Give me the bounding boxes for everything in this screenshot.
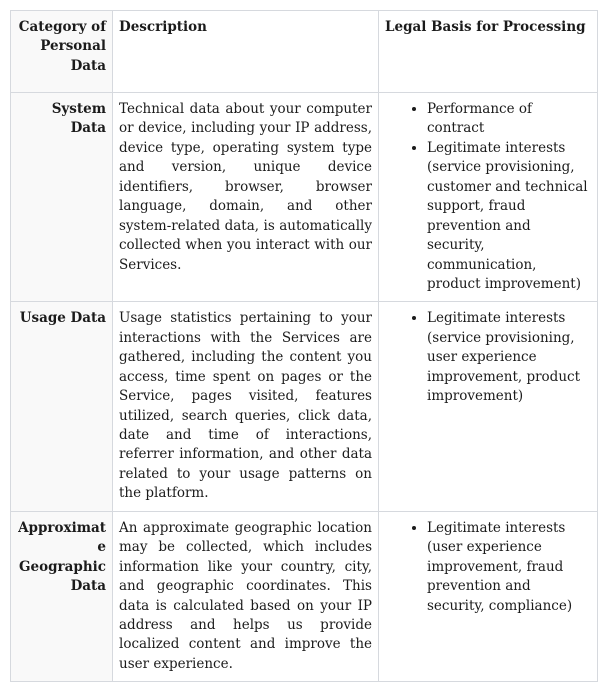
table-row — [11, 511, 598, 682]
header-category-of-personal-data: Category of Personal Data — [11, 11, 113, 93]
description-cell: Technical data about your computer or device, including your IP address, device type, operating system type and version, unique device identifiers, browser, browser language, domain, and other system-related data, is automatically collected when you interact with our Services. — [113, 93, 379, 302]
category-cell: System Data — [11, 93, 113, 302]
table-row — [11, 302, 598, 511]
legal-basis-cell — [379, 93, 598, 302]
header-legal-basis-for-processing: Legal Basis for Processing — [379, 11, 598, 93]
category-cell: Approximate Geographic Data — [11, 511, 113, 682]
table-header — [11, 11, 598, 93]
legal-basis-item: • Legitimate interests (service provisioning, user experience improvement, product improvement) — [427, 309, 591, 406]
header-description: Description — [113, 11, 379, 93]
legal-basis-list — [385, 309, 591, 406]
legal-basis-list — [385, 519, 591, 616]
legal-basis-list — [385, 100, 591, 294]
description-cell: An approximate geographic location may be collected, which includes information like your country, city, and geographic coordinates. This data is calculated based on your IP address and helps us provide localized content and improve the user experience. — [113, 511, 379, 682]
legal-basis-cell — [379, 302, 598, 511]
table-body — [11, 93, 598, 682]
category-cell: Usage Data — [11, 302, 113, 511]
header-row — [11, 11, 598, 93]
personal-data-table — [10, 10, 598, 682]
table-row — [11, 93, 598, 302]
legal-basis-item: • Legitimate interests (service provisioning, customer and technical support, fraud prevention and security, communication, product improvement) — [427, 139, 591, 295]
legal-basis-cell — [379, 511, 598, 682]
legal-basis-item: • Performance of contract — [427, 100, 591, 139]
legal-basis-item: • Legitimate interests (user experience improvement, fraud prevention and security, compliance) — [427, 519, 591, 616]
description-cell: Usage statistics pertaining to your interactions with the Services are gathered, including the content you access, time spent on pages or the Service, pages visited, features utilized, search queries, click data, date and time of interactions, referrer information, and other data related to your usage patterns on the platform. — [113, 302, 379, 511]
